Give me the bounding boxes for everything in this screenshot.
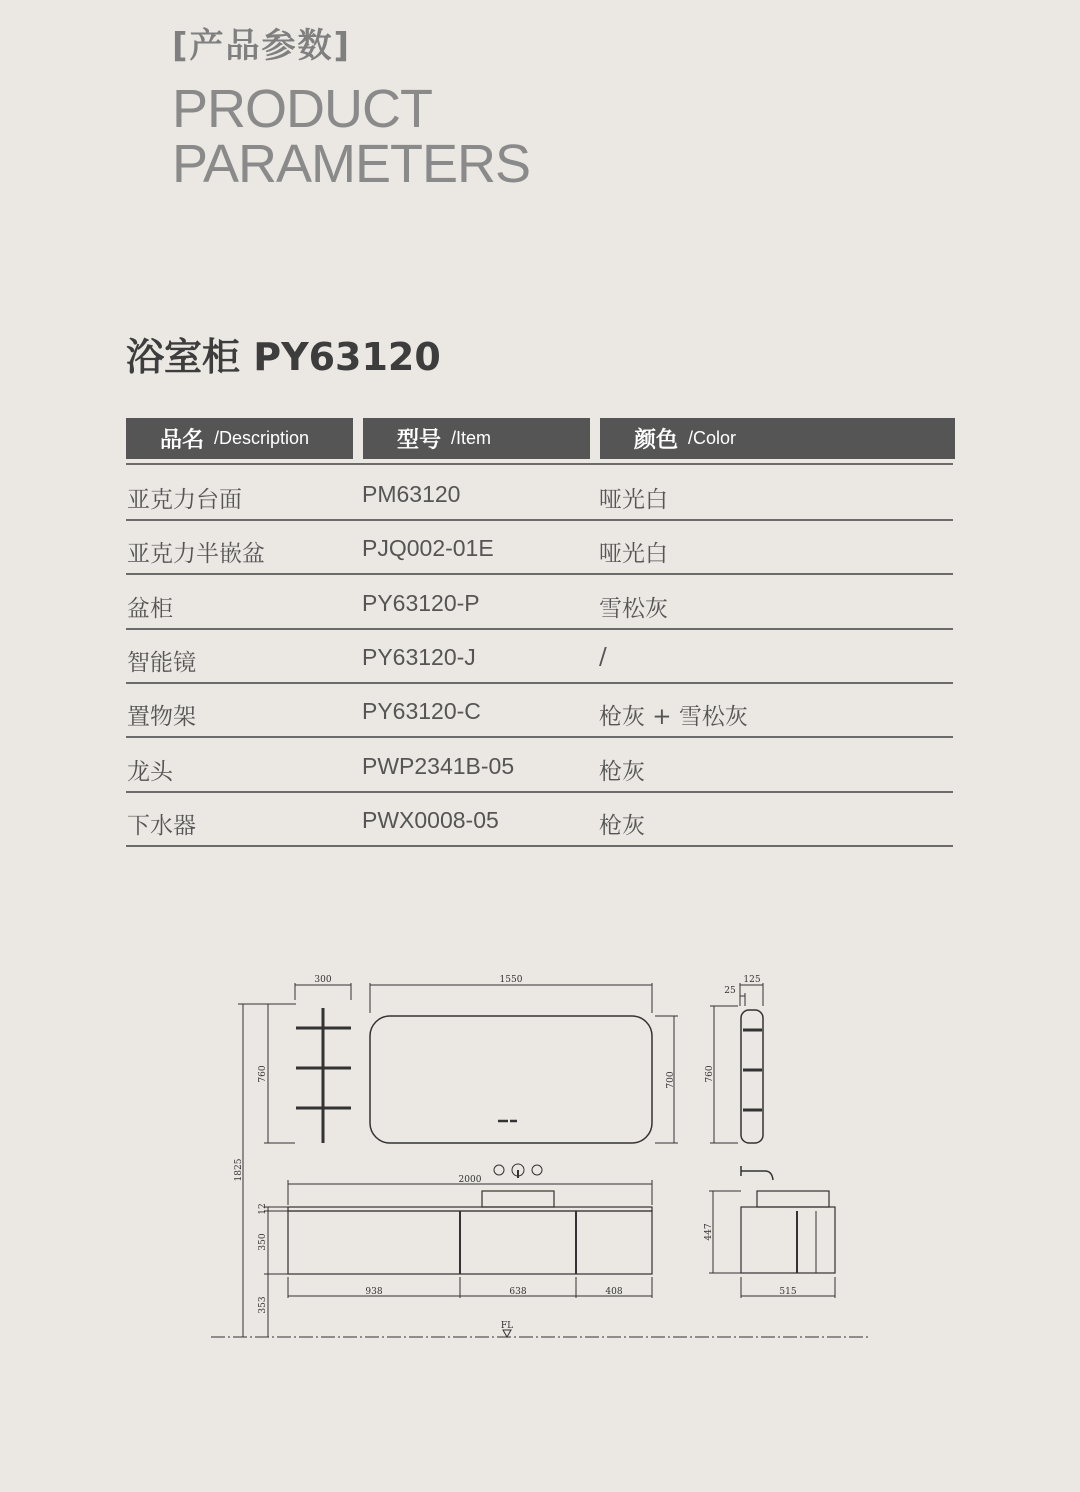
- dim-shelf-width: 300: [314, 975, 332, 985]
- dim-drawer-2: 638: [509, 1287, 527, 1297]
- cell-description: 置物架: [127, 704, 196, 730]
- table-row: [126, 793, 953, 847]
- cell-description: 亚克力台面: [127, 487, 242, 513]
- table-row: [126, 467, 953, 521]
- dim-mirror-width: 1550: [499, 975, 523, 985]
- header-en: /Color: [688, 428, 737, 448]
- table-row: [126, 576, 953, 630]
- dim-top-thickness: 12: [258, 1203, 268, 1215]
- cell-item: PY63120-J: [362, 644, 476, 670]
- cell-color: /: [599, 644, 607, 670]
- cell-item: PY63120-C: [362, 698, 481, 724]
- title-line-2: PARAMETERS: [172, 134, 531, 194]
- section-title-en: [172, 79, 531, 194]
- table-row: [126, 739, 953, 793]
- header-en: /Item: [451, 428, 492, 448]
- column-header-color: [600, 418, 955, 459]
- dim-drawer-1: 938: [365, 1287, 383, 1297]
- table-row: [126, 684, 953, 738]
- technical-drawing: [0, 960, 1080, 1360]
- header-cn: 颜色: [634, 428, 679, 453]
- dim-drawer-3: 408: [605, 1287, 623, 1297]
- section-title-cn: [产品参数]: [172, 26, 352, 66]
- cell-item: PY63120-P: [362, 590, 480, 616]
- dim-floor-gap: 353: [258, 1296, 268, 1314]
- header-en: /Description: [214, 428, 310, 448]
- cell-color: 哑光白: [599, 487, 668, 513]
- cell-item: PJQ002-01E: [362, 535, 494, 561]
- dim-side-cabinet-height: 447: [704, 1223, 714, 1241]
- cell-color: 枪灰: [599, 759, 645, 785]
- cell-description: 盆柜: [127, 596, 173, 622]
- dim-cabinet-width: 2000: [458, 1175, 482, 1185]
- header-cn: 品名: [160, 428, 205, 453]
- column-header-item: [363, 418, 590, 459]
- cell-color: 枪灰: [599, 813, 645, 839]
- dim-cabinet-height: 350: [258, 1233, 268, 1251]
- table-row: [126, 521, 953, 575]
- product-title: 浴室柜 PY63120: [126, 335, 441, 379]
- cell-item: PWX0008-05: [362, 807, 499, 833]
- header-cn: 型号: [397, 428, 442, 453]
- dim-side-125: 125: [743, 975, 761, 985]
- table-row: [126, 630, 953, 684]
- dim-side-height: 760: [705, 1065, 715, 1083]
- dim-mirror-height: 700: [666, 1071, 676, 1089]
- cell-item: PM63120: [362, 481, 461, 507]
- dim-total-height: 1825: [234, 1158, 244, 1182]
- dim-shelf-height: 760: [258, 1065, 268, 1083]
- cell-item: PWP2341B-05: [362, 753, 515, 779]
- cell-description: 龙头: [127, 759, 173, 785]
- header-divider: [126, 463, 953, 465]
- title-line-1: PRODUCT: [172, 79, 432, 139]
- dim-depth: 515: [779, 1287, 797, 1297]
- cell-color: 枪灰 + 雪松灰: [599, 704, 748, 730]
- dim-side-25: 25: [724, 986, 736, 996]
- column-header-description: [126, 418, 353, 459]
- cell-description: 智能镜: [127, 650, 196, 676]
- cell-description: 下水器: [127, 813, 196, 839]
- cell-description: 亚克力半嵌盆: [127, 541, 265, 567]
- floor-label: FL: [500, 1321, 514, 1331]
- cell-color: 雪松灰: [599, 596, 668, 622]
- cell-color: 哑光白: [599, 541, 668, 567]
